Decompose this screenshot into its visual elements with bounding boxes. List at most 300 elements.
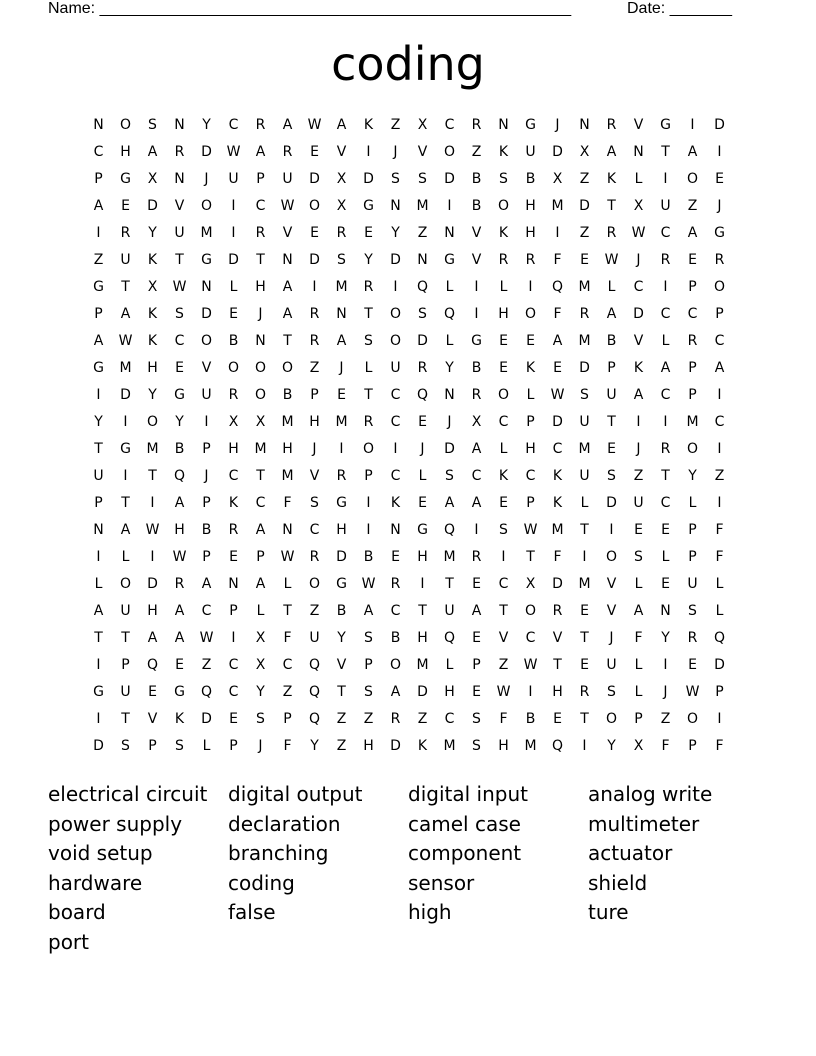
grid-letter[interactable]: P: [202, 495, 211, 511]
grid-letter[interactable]: N: [390, 198, 401, 214]
grid-letter[interactable]: S: [337, 252, 346, 268]
grid-letter[interactable]: L: [688, 495, 697, 511]
grid-letter[interactable]: O: [281, 360, 294, 376]
grid-letter[interactable]: O: [713, 279, 726, 295]
grid-letter[interactable]: D: [201, 306, 212, 322]
grid-letter[interactable]: T: [256, 468, 265, 484]
grid-letter[interactable]: T: [121, 279, 130, 295]
grid-letter[interactable]: J: [636, 252, 641, 268]
grid-letter[interactable]: F: [661, 738, 670, 754]
grid-letter[interactable]: S: [445, 468, 454, 484]
grid-letter[interactable]: W: [496, 684, 511, 700]
grid-letter[interactable]: L: [580, 495, 589, 511]
grid-letter[interactable]: U: [633, 495, 644, 511]
grid-letter[interactable]: H: [120, 144, 131, 160]
grid-letter[interactable]: D: [201, 711, 212, 727]
grid-letter[interactable]: U: [579, 468, 590, 484]
grid-letter[interactable]: I: [150, 495, 155, 511]
grid-letter[interactable]: J: [555, 117, 560, 133]
grid-letter[interactable]: U: [120, 684, 131, 700]
grid-letter[interactable]: B: [471, 360, 482, 376]
grid-letter[interactable]: H: [147, 360, 158, 376]
grid-letter[interactable]: Q: [308, 711, 321, 727]
grid-letter[interactable]: H: [309, 414, 320, 430]
grid-letter[interactable]: E: [607, 441, 616, 457]
grid-letter[interactable]: O: [605, 549, 618, 565]
grid-letter[interactable]: E: [553, 711, 562, 727]
grid-letter[interactable]: N: [444, 387, 455, 403]
grid-letter[interactable]: C: [390, 414, 401, 430]
grid-letter[interactable]: C: [444, 711, 455, 727]
grid-letter[interactable]: I: [717, 711, 722, 727]
grid-letter[interactable]: X: [255, 657, 266, 673]
grid-letter[interactable]: C: [282, 657, 293, 673]
grid-letter[interactable]: X: [228, 414, 239, 430]
grid-letter[interactable]: T: [661, 468, 670, 484]
grid-letter[interactable]: Q: [443, 306, 456, 322]
grid-letter[interactable]: M: [578, 279, 591, 295]
grid-letter[interactable]: M: [686, 414, 699, 430]
grid-letter[interactable]: I: [123, 468, 128, 484]
grid-letter[interactable]: R: [309, 549, 320, 565]
grid-letter[interactable]: B: [471, 171, 482, 187]
grid-letter[interactable]: A: [255, 144, 266, 160]
grid-letter[interactable]: N: [444, 225, 455, 241]
grid-letter[interactable]: J: [393, 144, 398, 160]
grid-letter[interactable]: V: [471, 225, 482, 241]
grid-letter[interactable]: W: [172, 549, 187, 565]
grid-letter[interactable]: R: [255, 225, 266, 241]
grid-letter[interactable]: K: [147, 306, 158, 322]
grid-letter[interactable]: F: [715, 738, 724, 754]
grid-letter[interactable]: F: [283, 738, 292, 754]
grid-letter[interactable]: Z: [687, 198, 698, 214]
grid-letter[interactable]: P: [364, 657, 373, 673]
grid-letter[interactable]: Z: [660, 711, 671, 727]
grid-letter[interactable]: K: [525, 360, 536, 376]
grid-letter[interactable]: Q: [173, 468, 186, 484]
grid-letter[interactable]: P: [688, 360, 697, 376]
grid-letter[interactable]: B: [201, 522, 212, 538]
grid-letter[interactable]: S: [688, 603, 697, 619]
grid-letter[interactable]: D: [552, 144, 563, 160]
grid-letter[interactable]: C: [390, 387, 401, 403]
grid-letter[interactable]: V: [336, 657, 347, 673]
grid-letter[interactable]: C: [174, 333, 185, 349]
grid-letter[interactable]: T: [364, 387, 373, 403]
grid-letter[interactable]: R: [687, 630, 698, 646]
grid-letter[interactable]: L: [499, 441, 508, 457]
grid-letter[interactable]: V: [309, 468, 320, 484]
grid-letter[interactable]: P: [310, 387, 319, 403]
grid-letter[interactable]: S: [499, 522, 508, 538]
grid-letter[interactable]: F: [283, 495, 292, 511]
grid-letter[interactable]: T: [499, 603, 508, 619]
grid-letter[interactable]: E: [121, 198, 130, 214]
grid-letter[interactable]: L: [445, 657, 454, 673]
grid-letter[interactable]: F: [634, 630, 643, 646]
grid-letter[interactable]: I: [717, 441, 722, 457]
grid-letter[interactable]: J: [339, 360, 344, 376]
grid-letter[interactable]: D: [606, 495, 617, 511]
grid-letter[interactable]: I: [609, 522, 614, 538]
grid-letter[interactable]: I: [717, 495, 722, 511]
grid-letter[interactable]: O: [524, 306, 537, 322]
grid-letter[interactable]: N: [633, 144, 644, 160]
grid-letter[interactable]: V: [282, 225, 293, 241]
grid-letter[interactable]: H: [363, 738, 374, 754]
grid-letter[interactable]: J: [717, 198, 722, 214]
grid-letter[interactable]: X: [471, 414, 482, 430]
grid-letter[interactable]: A: [255, 576, 266, 592]
grid-letter[interactable]: C: [633, 279, 644, 295]
grid-letter[interactable]: E: [634, 522, 643, 538]
grid-letter[interactable]: N: [336, 306, 347, 322]
grid-letter[interactable]: L: [661, 333, 670, 349]
grid-letter[interactable]: E: [526, 333, 535, 349]
grid-letter[interactable]: R: [471, 387, 482, 403]
grid-letter[interactable]: E: [229, 306, 238, 322]
grid-letter[interactable]: W: [145, 522, 160, 538]
grid-letter[interactable]: G: [444, 252, 455, 268]
grid-letter[interactable]: I: [96, 225, 101, 241]
grid-letter[interactable]: T: [94, 441, 103, 457]
grid-letter[interactable]: A: [255, 522, 266, 538]
grid-letter[interactable]: Z: [201, 657, 212, 673]
grid-letter[interactable]: S: [364, 333, 373, 349]
grid-letter[interactable]: T: [607, 414, 616, 430]
grid-letter[interactable]: O: [362, 441, 375, 457]
grid-letter[interactable]: L: [364, 360, 373, 376]
grid-letter[interactable]: U: [687, 576, 698, 592]
grid-letter[interactable]: A: [471, 495, 482, 511]
grid-letter[interactable]: G: [336, 576, 347, 592]
grid-letter[interactable]: Q: [443, 630, 456, 646]
grid-letter[interactable]: B: [525, 171, 536, 187]
grid-letter[interactable]: A: [687, 144, 698, 160]
grid-letter[interactable]: V: [471, 252, 482, 268]
grid-letter[interactable]: H: [444, 684, 455, 700]
grid-letter[interactable]: L: [229, 279, 238, 295]
grid-letter[interactable]: I: [123, 414, 128, 430]
grid-letter[interactable]: L: [445, 279, 454, 295]
grid-letter[interactable]: D: [336, 549, 347, 565]
grid-letter[interactable]: D: [579, 198, 590, 214]
grid-letter[interactable]: U: [120, 252, 131, 268]
grid-letter[interactable]: W: [361, 576, 376, 592]
grid-letter[interactable]: Z: [498, 657, 509, 673]
grid-letter[interactable]: W: [226, 144, 241, 160]
grid-letter[interactable]: P: [229, 603, 238, 619]
grid-letter[interactable]: Q: [146, 657, 159, 673]
grid-letter[interactable]: C: [228, 684, 239, 700]
grid-letter[interactable]: M: [578, 441, 591, 457]
grid-letter[interactable]: O: [254, 387, 267, 403]
grid-letter[interactable]: A: [471, 603, 482, 619]
grid-letter[interactable]: U: [309, 630, 320, 646]
grid-letter[interactable]: C: [525, 468, 536, 484]
grid-letter[interactable]: A: [660, 360, 671, 376]
grid-letter[interactable]: D: [390, 738, 401, 754]
grid-letter[interactable]: I: [636, 414, 641, 430]
grid-letter[interactable]: L: [661, 549, 670, 565]
grid-letter[interactable]: L: [634, 684, 643, 700]
grid-letter[interactable]: P: [688, 549, 697, 565]
grid-letter[interactable]: P: [202, 549, 211, 565]
grid-letter[interactable]: M: [281, 468, 294, 484]
grid-letter[interactable]: P: [94, 495, 103, 511]
grid-letter[interactable]: E: [688, 657, 697, 673]
grid-letter[interactable]: E: [472, 684, 481, 700]
grid-letter[interactable]: T: [148, 468, 157, 484]
grid-letter[interactable]: M: [551, 198, 564, 214]
grid-letter[interactable]: R: [390, 576, 401, 592]
grid-letter[interactable]: D: [147, 198, 158, 214]
grid-letter[interactable]: R: [660, 252, 671, 268]
grid-letter[interactable]: A: [552, 333, 563, 349]
grid-letter[interactable]: Z: [579, 225, 590, 241]
grid-letter[interactable]: O: [524, 603, 537, 619]
grid-letter[interactable]: X: [525, 576, 536, 592]
grid-letter[interactable]: I: [366, 522, 371, 538]
grid-letter[interactable]: L: [634, 657, 643, 673]
grid-letter[interactable]: S: [418, 171, 427, 187]
grid-letter[interactable]: I: [204, 414, 209, 430]
grid-letter[interactable]: G: [471, 333, 482, 349]
grid-letter[interactable]: R: [282, 144, 293, 160]
grid-letter[interactable]: O: [497, 198, 510, 214]
grid-letter[interactable]: Y: [688, 468, 697, 484]
grid-letter[interactable]: S: [121, 738, 130, 754]
grid-letter[interactable]: H: [525, 441, 536, 457]
grid-letter[interactable]: L: [526, 387, 535, 403]
grid-letter[interactable]: I: [393, 279, 398, 295]
grid-letter[interactable]: Z: [417, 225, 428, 241]
grid-letter[interactable]: H: [228, 441, 239, 457]
grid-letter[interactable]: J: [609, 630, 614, 646]
grid-letter[interactable]: M: [335, 414, 348, 430]
grid-letter[interactable]: O: [308, 576, 321, 592]
grid-letter[interactable]: J: [204, 171, 209, 187]
grid-letter[interactable]: U: [174, 225, 185, 241]
grid-letter[interactable]: W: [280, 549, 295, 565]
grid-letter[interactable]: R: [525, 252, 536, 268]
grid-letter[interactable]: I: [474, 306, 479, 322]
grid-letter[interactable]: U: [201, 387, 212, 403]
grid-letter[interactable]: W: [550, 387, 565, 403]
grid-letter[interactable]: S: [634, 549, 643, 565]
grid-letter[interactable]: D: [714, 657, 725, 673]
grid-letter[interactable]: E: [310, 225, 319, 241]
grid-letter[interactable]: D: [363, 171, 374, 187]
grid-letter[interactable]: A: [471, 441, 482, 457]
grid-letter[interactable]: V: [201, 360, 212, 376]
grid-letter[interactable]: D: [579, 360, 590, 376]
grid-letter[interactable]: L: [94, 576, 103, 592]
grid-letter[interactable]: K: [147, 333, 158, 349]
grid-letter[interactable]: Z: [336, 711, 347, 727]
grid-letter[interactable]: V: [633, 333, 644, 349]
grid-letter[interactable]: A: [714, 360, 725, 376]
grid-letter[interactable]: Z: [309, 603, 320, 619]
grid-letter[interactable]: W: [118, 333, 133, 349]
grid-letter[interactable]: C: [552, 441, 563, 457]
grid-letter[interactable]: I: [366, 144, 371, 160]
grid-letter[interactable]: K: [498, 144, 509, 160]
grid-letter[interactable]: T: [553, 657, 562, 673]
grid-letter[interactable]: R: [336, 225, 347, 241]
grid-letter[interactable]: V: [147, 711, 158, 727]
grid-letter[interactable]: C: [390, 468, 401, 484]
grid-letter[interactable]: E: [175, 657, 184, 673]
grid-letter[interactable]: D: [147, 576, 158, 592]
grid-letter[interactable]: L: [256, 603, 265, 619]
grid-letter[interactable]: E: [337, 387, 346, 403]
grid-letter[interactable]: I: [393, 441, 398, 457]
grid-letter[interactable]: R: [336, 468, 347, 484]
grid-letter[interactable]: I: [339, 441, 344, 457]
grid-letter[interactable]: M: [335, 279, 348, 295]
grid-letter[interactable]: V: [552, 630, 563, 646]
grid-letter[interactable]: G: [93, 684, 104, 700]
grid-letter[interactable]: E: [553, 360, 562, 376]
grid-letter[interactable]: I: [96, 657, 101, 673]
grid-letter[interactable]: I: [96, 549, 101, 565]
grid-letter[interactable]: O: [686, 171, 699, 187]
grid-letter[interactable]: Y: [148, 225, 157, 241]
grid-letter[interactable]: Z: [417, 711, 428, 727]
grid-letter[interactable]: R: [228, 387, 239, 403]
grid-letter[interactable]: A: [147, 144, 158, 160]
grid-letter[interactable]: N: [174, 171, 185, 187]
grid-letter[interactable]: W: [307, 117, 322, 133]
grid-letter[interactable]: M: [119, 360, 132, 376]
grid-letter[interactable]: M: [416, 198, 429, 214]
grid-letter[interactable]: E: [661, 522, 670, 538]
grid-letter[interactable]: Q: [308, 657, 321, 673]
grid-letter[interactable]: Z: [390, 117, 401, 133]
grid-letter[interactable]: D: [714, 117, 725, 133]
grid-letter[interactable]: X: [255, 414, 266, 430]
grid-letter[interactable]: Q: [551, 738, 564, 754]
grid-letter[interactable]: Y: [337, 630, 346, 646]
grid-letter[interactable]: L: [607, 279, 616, 295]
grid-letter[interactable]: A: [363, 603, 374, 619]
grid-letter[interactable]: R: [606, 117, 617, 133]
grid-letter[interactable]: A: [336, 333, 347, 349]
grid-letter[interactable]: E: [229, 711, 238, 727]
grid-letter[interactable]: Q: [443, 522, 456, 538]
grid-letter[interactable]: G: [174, 684, 185, 700]
grid-letter[interactable]: U: [579, 414, 590, 430]
grid-letter[interactable]: N: [390, 522, 401, 538]
grid-letter[interactable]: T: [175, 252, 184, 268]
grid-letter[interactable]: P: [688, 387, 697, 403]
grid-letter[interactable]: S: [472, 711, 481, 727]
grid-letter[interactable]: F: [553, 306, 562, 322]
grid-letter[interactable]: Z: [93, 252, 104, 268]
grid-letter[interactable]: G: [417, 522, 428, 538]
grid-letter[interactable]: C: [201, 603, 212, 619]
grid-letter[interactable]: T: [256, 252, 265, 268]
grid-letter[interactable]: O: [686, 711, 699, 727]
grid-letter[interactable]: M: [551, 522, 564, 538]
grid-letter[interactable]: B: [606, 333, 617, 349]
grid-letter[interactable]: Q: [713, 630, 726, 646]
grid-letter[interactable]: R: [309, 333, 320, 349]
grid-letter[interactable]: T: [121, 711, 130, 727]
grid-letter[interactable]: U: [660, 198, 671, 214]
grid-letter[interactable]: U: [444, 603, 455, 619]
grid-letter[interactable]: Q: [200, 684, 213, 700]
grid-letter[interactable]: P: [715, 684, 724, 700]
grid-letter[interactable]: R: [498, 252, 509, 268]
grid-letter[interactable]: R: [390, 711, 401, 727]
grid-letter[interactable]: Y: [94, 414, 103, 430]
grid-letter[interactable]: U: [390, 360, 401, 376]
grid-letter[interactable]: L: [283, 576, 292, 592]
grid-letter[interactable]: H: [552, 684, 563, 700]
grid-letter[interactable]: F: [715, 549, 724, 565]
grid-letter[interactable]: X: [336, 171, 347, 187]
grid-letter[interactable]: T: [580, 711, 589, 727]
grid-letter[interactable]: K: [606, 171, 617, 187]
grid-letter[interactable]: Z: [363, 711, 374, 727]
grid-letter[interactable]: K: [498, 468, 509, 484]
grid-letter[interactable]: X: [552, 171, 563, 187]
grid-letter[interactable]: E: [499, 360, 508, 376]
grid-letter[interactable]: B: [174, 441, 185, 457]
grid-letter[interactable]: I: [582, 549, 587, 565]
grid-letter[interactable]: T: [526, 549, 535, 565]
grid-letter[interactable]: O: [497, 387, 510, 403]
grid-letter[interactable]: I: [366, 495, 371, 511]
grid-letter[interactable]: E: [580, 603, 589, 619]
grid-letter[interactable]: V: [174, 198, 185, 214]
grid-letter[interactable]: C: [714, 333, 725, 349]
grid-letter[interactable]: P: [688, 279, 697, 295]
grid-letter[interactable]: N: [282, 252, 293, 268]
grid-letter[interactable]: S: [391, 171, 400, 187]
grid-letter[interactable]: Y: [148, 387, 157, 403]
grid-letter[interactable]: E: [688, 252, 697, 268]
grid-letter[interactable]: B: [282, 387, 293, 403]
grid-letter[interactable]: E: [310, 144, 319, 160]
grid-letter[interactable]: I: [663, 414, 668, 430]
grid-letter[interactable]: F: [283, 630, 292, 646]
grid-letter[interactable]: D: [633, 306, 644, 322]
grid-letter[interactable]: P: [148, 738, 157, 754]
grid-letter[interactable]: H: [525, 225, 536, 241]
grid-letter[interactable]: C: [714, 414, 725, 430]
grid-letter[interactable]: N: [228, 576, 239, 592]
grid-letter[interactable]: A: [93, 603, 104, 619]
grid-letter[interactable]: D: [309, 171, 320, 187]
grid-letter[interactable]: U: [282, 171, 293, 187]
grid-letter[interactable]: L: [499, 279, 508, 295]
grid-letter[interactable]: A: [120, 306, 131, 322]
grid-letter[interactable]: K: [417, 738, 428, 754]
grid-letter[interactable]: P: [256, 171, 265, 187]
grid-letter[interactable]: C: [498, 576, 509, 592]
grid-letter[interactable]: W: [523, 522, 538, 538]
grid-letter[interactable]: Z: [714, 468, 725, 484]
grid-letter[interactable]: E: [580, 252, 589, 268]
grid-letter[interactable]: H: [417, 630, 428, 646]
grid-letter[interactable]: X: [147, 171, 158, 187]
grid-letter[interactable]: I: [717, 144, 722, 160]
grid-letter[interactable]: R: [714, 252, 725, 268]
